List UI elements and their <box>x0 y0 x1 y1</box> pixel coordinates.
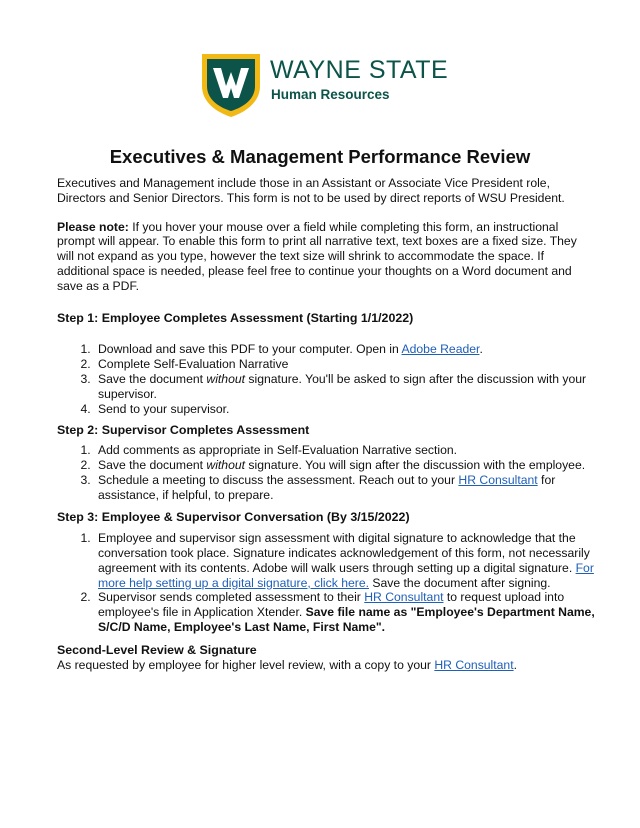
wayne-state-logo <box>200 52 449 120</box>
wsu-shield-icon <box>200 52 262 118</box>
list-item: 1. Add comments as appropriate in Self-Evaluation Narrative section. <box>94 443 597 458</box>
logo-subtitle: Human Resources <box>271 87 390 102</box>
step3-list <box>57 531 597 635</box>
note-label: Please note: <box>57 219 129 234</box>
hr-consultant-link[interactable]: HR Consultant <box>458 472 538 487</box>
second-level-text: As requested by employee for higher level review, with a copy to your HR Consultant. <box>57 657 517 672</box>
list-item: 2. Save the document without signature. You will sign after the discussion with the employee. <box>94 458 597 473</box>
page-title: Executives & Management Performance Review <box>109 146 531 167</box>
note-text: If you hover your mouse over a field while completing this form, an instructional prompt will appear. To enable this form to print all narrative text, text boxes are a fixed size. They will not expand as you type, however the text size will shrink to accommodate the space. If additional space is needed, please feel free to continue your thoughts on a Word document and save as a PDF. <box>57 219 577 293</box>
list-item: 1. Download and save this PDF to your computer. Open in Adobe Reader. <box>94 342 597 357</box>
step1-heading: Step 1: Employee Completes Assessment (Starting 1/1/2022) <box>57 310 414 325</box>
intro-paragraph: Executives and Management include those in an Assistant or Associate Vice President role, Directors and Senior Directors. This form is not to be used by direct reports of WSU President. <box>57 176 565 205</box>
step3-heading: Step 3: Employee & Supervisor Conversation (By 3/15/2022) <box>57 510 410 525</box>
list-item: 3. Schedule a meeting to discuss the assessment. Reach out to your HR Consultant for assistance, if helpful, to prepare. <box>94 473 597 503</box>
second-level-heading: Second-Level Review & Signature <box>57 642 257 657</box>
list-item: 2. Supervisor sends completed assessment to their HR Consultant to request upload into employee's file in Application Xtender. Save file name as "Employee's Department Name, S/C/D Name, Employee's Last Name, First Name". <box>94 590 597 634</box>
hr-consultant-link[interactable]: HR Consultant <box>364 590 444 605</box>
list-item: 2. Complete Self-Evaluation Narrative <box>94 357 597 372</box>
document-body <box>57 176 597 672</box>
digital-signature-help-link[interactable]: For more help setting up a digital signature, click here. <box>98 560 594 590</box>
step1-list <box>57 342 597 416</box>
note-paragraph <box>57 220 597 294</box>
list-item: 4. Send to your supervisor. <box>94 402 597 417</box>
list-item: 3. Save the document without signature. You'll be asked to sign after the discussion with your supervisor. <box>94 372 597 402</box>
step2-list <box>57 443 597 502</box>
list-item: 1. Employee and supervisor sign assessment with digital signature to acknowledge that the conversation took place. Signature indicates acknowledgement of this form, not necessarily agreement with its contents. Adobe will walk users through setting up a digital signature. For more help setting up a digital signature, click here. Save the document after signing. <box>94 531 597 590</box>
hr-consultant-link[interactable]: HR Consultant <box>434 657 514 672</box>
adobe-reader-link[interactable]: Adobe Reader <box>401 342 480 357</box>
logo-name: WAYNE STATE <box>270 56 449 84</box>
step2-heading: Step 2: Supervisor Completes Assessment <box>57 423 310 438</box>
